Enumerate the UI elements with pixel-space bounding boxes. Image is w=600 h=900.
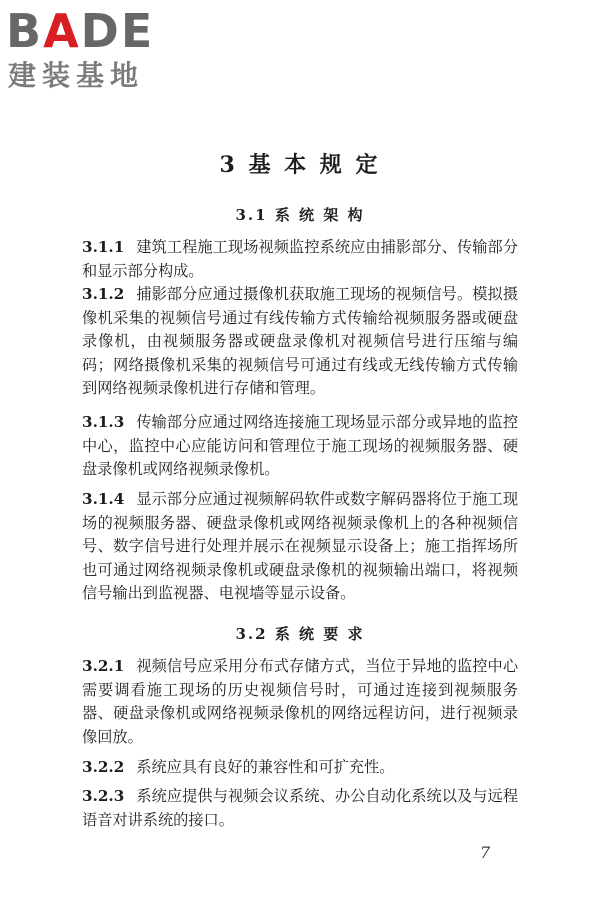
section-title-system-architecture: 3.1 系 统 架 构 <box>235 206 365 224</box>
clause-text: 系统应具有良好的兼容性和可扩充性。 <box>136 758 395 776</box>
clause-text: 视频信号应采用分布式存储方式，当位于异地的监控中心需要调看施工现场的历史视频信号时，可通过连接到视频服务器、硬盘录像机或网络视频录像机的网络远程访问，进行视频录像回放。 <box>82 657 518 746</box>
clause-text: 捕影部分应通过摄像机获取施工现场的视频信号。模拟摄像机采集的视频信号通过有线传输方式传输给视频服务器或硬盘录像机，由视频服务器或硬盘录像机对视频信号进行压缩与编码；网络摄像机采集的视频信号可通过有线或无线传输方式传输到网络视频录像机进行存储和管理。 <box>82 285 518 397</box>
section-title-system-requirements: 3.2 系 统 要 求 <box>235 625 365 643</box>
clause-3-1-2 <box>82 283 518 401</box>
clause-number: 3.2.3 <box>82 787 125 805</box>
clause-3-1-3 <box>82 411 518 482</box>
clause-3-1-1 <box>82 236 518 283</box>
clause-number: 3.1.3 <box>82 413 125 431</box>
clause-number: 3.2.1 <box>82 657 125 675</box>
clause-text: 传输部分应通过网络连接施工现场显示部分或异地的监控中心，监控中心应能访问和管理位于施工现场的视频服务器、硬盘录像机或网络视频录像机。 <box>82 413 518 478</box>
watermark-subtitle: 建装基地 <box>8 59 145 92</box>
clause-number: 3.1.4 <box>82 490 125 508</box>
clause-number: 3.2.2 <box>82 758 125 776</box>
watermark-brand-part2: DE <box>80 4 155 58</box>
clause-text: 系统应提供与视频会议系统、办公自动化系统以及与远程语音对讲系统的接口。 <box>82 787 518 829</box>
clause-3-2-2 <box>82 756 518 780</box>
page-number: 7 <box>480 843 491 862</box>
watermark-brand <box>6 4 154 58</box>
clause-3-1-4 <box>82 488 518 606</box>
watermark-brand-accent: A <box>43 4 81 58</box>
watermark-brand-part1: B <box>6 4 44 58</box>
watermark-logo <box>6 4 178 92</box>
clause-3-2-3 <box>82 785 518 832</box>
clause-text: 显示部分应通过视频解码软件或数字解码器将位于施工现场的视频服务器、硬盘录像机或网络视频录像机上的各种视频信号、数字信号进行处理并展示在视频显示设备上；施工指挥场所也可通过网络视频录像机或硬盘录像机的视频输出端口，将视频信号输出到监视器、电视墙等显示设备。 <box>82 490 518 602</box>
clause-3-2-1 <box>82 655 518 749</box>
clause-text: 建筑工程施工现场视频监控系统应由捕影部分、传输部分和显示部分构成。 <box>82 238 518 280</box>
clause-number: 3.1.1 <box>82 238 125 256</box>
clause-number: 3.1.2 <box>82 285 125 303</box>
chapter-title: 3 基 本 规 定 <box>219 152 381 178</box>
